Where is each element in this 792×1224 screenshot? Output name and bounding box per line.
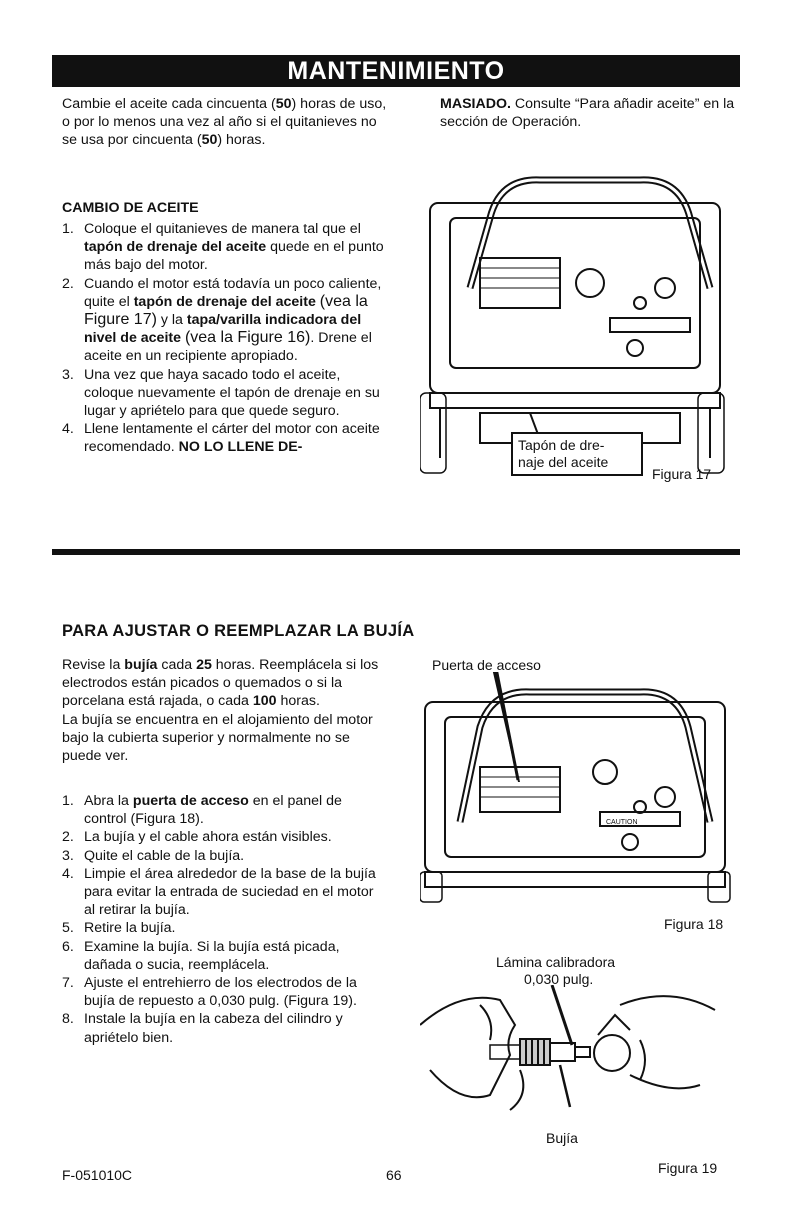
figure-19-label-top2: 0,030 pulg. — [524, 971, 594, 987]
oil-change-heading: CAMBIO DE ACEITE — [62, 200, 199, 216]
spark-step-2: 2. La bujía y el cable ahora están visibles. — [62, 829, 332, 846]
spark-step-3: 3. Quite el cable de la bujía. — [62, 847, 245, 864]
section-divider — [52, 549, 740, 555]
figure-19-label-top1: Lámina calibradora — [496, 954, 616, 970]
spark-plug-heading: PARA AJUSTAR O REEMPLAZAR LA BUJÍA — [62, 622, 415, 640]
spark-plug-steps — [62, 792, 380, 1047]
section-banner: MANTENIMIENTO — [52, 55, 740, 87]
figure-19-illustration — [420, 985, 720, 1125]
figure-17-illustration — [420, 158, 740, 498]
spark-step-8: 8. Instale la bujía en la cabeza del cilindro y apriételo bien. — [62, 1011, 343, 1046]
spark-step-7: 7. Ajuste el entrehierro de los electrodos de la bujía de repuesto a 0,030 pulg. (Figura 19). — [62, 975, 357, 1010]
figure-18-caption: Figura 18 — [664, 916, 724, 932]
figure-18-illustration — [420, 672, 740, 912]
footer-page-number: 66 — [386, 1167, 402, 1183]
oil-step-3: 3. Una vez que haya sacado todo el aceite, coloque nuevamente el tapón de drenaje en su lugar y apriételo para que quede seguro. — [62, 366, 380, 420]
footer-doc-code: F-051010C — [62, 1167, 133, 1183]
figure-18-caution-label: CAUTION — [606, 819, 638, 826]
oil-change-continued: MASIADO. Consulte “Para añadir aceite” en la sección de Operación. — [440, 96, 735, 131]
oil-step-2: 2. Cuando el motor está todavía un poco caliente, quite el tapón de drenaje del aceite (vea la Figure 17) y la tapa/varilla indicadora del nivel de aceite (vea la Figure 16). Drene el aceite en un recipiente apropiado. — [62, 275, 382, 365]
spark-step-4: 4. Limpie el área alrededor de la base de la bujía para evitar la entrada de suciedad en el motor al retirar la bujía. — [62, 865, 376, 919]
figure-19-label-bottom: Bujía — [546, 1130, 578, 1146]
oil-step-4: 4. Llene lentamente el cárter del motor con aceite recomendado. NO LO LLENE DE- — [62, 421, 380, 456]
figure-17-callout-line1: Tapón de dre- — [518, 437, 605, 453]
intro-paragraph: Cambie el aceite cada cincuenta (50) horas de uso, o por lo menos una vez al año si el quitanieves no se usa por cincuenta (50) horas. — [62, 96, 387, 149]
spark-plug-location-text: La bujía se encuentra en el alojamiento del motor bajo la cubierta superior y normalmente no se puede ver. — [62, 711, 373, 765]
figure-17-caption: Figura 17 — [652, 466, 712, 482]
figure-17-callout-line2: naje del aceite — [518, 454, 609, 470]
spark-step-6: 6. Examine la bujía. Si la bujía está picada, dañada o sucia, reemplácela. — [62, 938, 340, 973]
figure-18-label: Puerta de acceso — [432, 657, 541, 673]
spark-step-1: 1. Abra la puerta de acceso en el panel de control (Figura 18). — [62, 793, 342, 828]
spark-step-5: 5. Retire la bujía. — [62, 920, 176, 937]
oil-change-steps — [62, 220, 392, 457]
figure-19-caption: Figura 19 — [658, 1160, 718, 1176]
oil-step-1: 1. Coloque el quitanieves de manera tal que el tapón de drenaje del aceite quede en el punto más bajo del motor. — [62, 221, 384, 274]
spark-plug-intro: Revise la bujía cada 25 horas. Reemplácela si los electrodos están picados o quemados o si la porcelana está rajada, o cada 100 horas. La bujía se encuentra en el alojamiento del motor bajo la cubierta superior y normalmente no se puede ver. — [62, 657, 379, 765]
